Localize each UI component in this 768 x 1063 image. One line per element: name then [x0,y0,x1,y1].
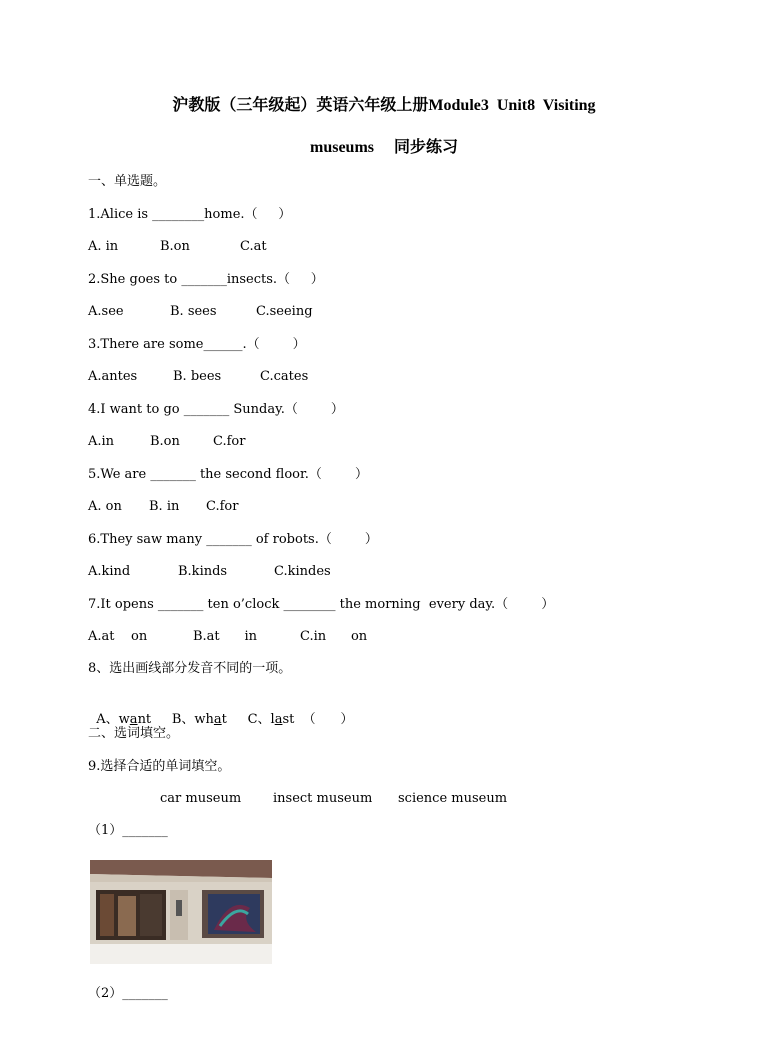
question-8-option-c-prefix: C、l [247,712,275,727]
question-6-option-c: C.kindes [274,564,331,579]
museum-building-photo [90,860,272,964]
question-7-option-c: C.in on [300,629,368,644]
question-5-option-a: A. on [88,499,122,514]
question-8-option-c-suffix: st [282,712,295,727]
word-bank-science-museum: science museum [398,791,508,806]
question-4-option-b: B.on [150,434,180,449]
question-2-stem: 2.She goes to _______insects.（ ） [88,272,324,287]
question-2-option-b: B. sees [170,304,217,319]
question-7-stem: 7.It opens _______ ten o’clock ________ the morning every day.（ ） [88,597,555,612]
question-8-option-a-prefix: A、w [96,712,130,727]
question-9-stem: 9.选择合适的单词填空。 [88,759,231,774]
question-8-option-a-underlined: a [129,712,138,727]
question-4-option-a: A.in [88,434,115,449]
question-8-options [88,693,353,729]
question-5-stem: 5.We are _______ the second floor.（ ） [88,467,368,482]
question-6-option-a: A.kind [88,564,131,579]
page-title-line2: museums 同步练习 [309,139,458,156]
question-9-blank-2: （2）_______ [88,986,168,1001]
question-3-option-b: B. bees [173,369,222,384]
question-4-option-c: C.for [213,434,246,449]
word-bank-insect-museum: insect museum [273,791,373,806]
question-8-option-b-suffix: t [221,712,227,727]
question-5-option-b: B. in [149,499,180,514]
question-8-option-a-suffix: nt [137,712,152,727]
question-8-option-b-prefix: B、wh [171,712,214,727]
question-1-stem: 1.Alice is ________home.（ ） [88,207,292,222]
question-7-option-a: A.at on [88,629,148,644]
question-3-option-a: A.antes [88,369,138,384]
question-3-stem: 3.There are some______.（ ） [88,337,306,352]
question-6-stem: 6.They saw many _______ of robots.（ ） [88,532,378,547]
question-8-answer-paren: （ ） [302,712,354,727]
question-4-stem: 4.I want to go _______ Sunday.（ ） [88,402,344,417]
page-title-line1: 沪教版（三年级起）英语六年级上册Module3 Unit8 Visiting [172,97,596,114]
question-2-option-c: C.seeing [256,304,313,319]
question-1-option-a: A. in [88,239,119,254]
question-1-option-c: C.at [240,239,267,254]
question-8-stem: 8、选出画线部分发音不同的一项。 [88,661,292,676]
question-6-option-b: B.kinds [178,564,228,579]
section1-heading: 一、单选题。 [88,174,167,189]
question-8-option-b-underlined: a [213,712,222,727]
question-3-option-c: C.cates [260,369,309,384]
question-7-option-b: B.at in [193,629,257,644]
question-8-option-c-underlined: a [274,712,283,727]
question-1-option-b: B.on [160,239,190,254]
word-bank-car-museum: car museum [160,791,242,806]
question-5-option-c: C.for [206,499,239,514]
question-2-option-a: A.see [88,304,124,319]
question-9-blank-1: （1）_______ [88,823,168,838]
section2-heading: 二、选词填空。 [88,726,180,741]
